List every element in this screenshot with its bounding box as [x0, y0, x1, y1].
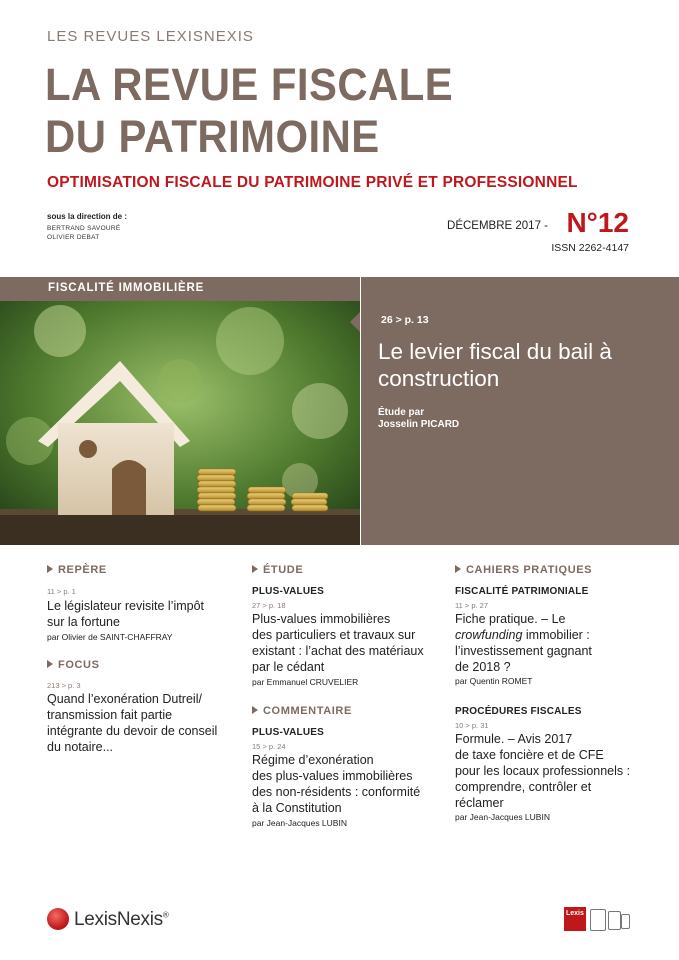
article-headline[interactable]: de taxe foncière et de CFE — [455, 748, 604, 762]
article-headline[interactable]: à la Constitution — [252, 801, 342, 815]
article-author: par Jean-Jacques LUBIN — [455, 812, 550, 822]
article-ref: 27 > p. 18 — [252, 601, 286, 610]
feature-rubric — [0, 277, 360, 301]
article-ref: 11 > p. 27 — [455, 601, 489, 610]
journal-subtitle: OPTIMISATION FISCALE DU PATRIMOINE PRIVÉ ET PROFESSIONNEL — [47, 174, 578, 191]
article-author: par Quentin ROMET — [455, 676, 533, 686]
triangle-icon — [252, 565, 258, 573]
article-headline[interactable]: l’investissement gagnant — [455, 644, 592, 658]
triangle-icon — [47, 565, 53, 573]
article-headline[interactable] — [455, 627, 590, 643]
section-repere — [47, 564, 107, 576]
article-ref: 15 > p. 24 — [252, 742, 286, 751]
tablet-icon — [590, 909, 606, 931]
brand-label: LexisNexis — [74, 909, 163, 930]
article-author: par Emmanuel CRUVELIER — [252, 677, 359, 687]
article-ref: 213 > p. 3 — [47, 681, 81, 690]
triangle-icon — [455, 565, 461, 573]
article-headline[interactable]: Formule. – Avis 2017 — [455, 732, 573, 746]
article-headline[interactable]: pour les locaux professionnels : — [455, 764, 631, 778]
article-ref: 10 > p. 31 — [455, 721, 489, 730]
article-author: par Olivier de SAINT-CHAFFRAY — [47, 632, 173, 642]
journal-title-line1: LA REVUE FISCALE — [45, 59, 454, 110]
lexis-badge — [564, 907, 586, 931]
issn: ISSN 2262-4147 — [551, 242, 629, 254]
feature-panel — [361, 277, 679, 545]
article-headline[interactable]: Le législateur revisite l’impôt — [47, 599, 205, 613]
issue-date: DÉCEMBRE 2017 - — [447, 220, 548, 232]
article-headline[interactable]: Plus-values immobilières — [252, 612, 391, 626]
issue-number: N°12 — [566, 207, 629, 238]
headline-rest: immobilier : — [522, 628, 590, 642]
director-name: OLIVIER DEBAT — [47, 234, 100, 241]
section-label: REPÈRE — [58, 564, 107, 576]
tablet-small-icon — [608, 911, 621, 930]
article-headline[interactable]: comprendre, contrôler et — [455, 780, 592, 794]
article-headline[interactable]: par le cédant — [252, 660, 325, 674]
house-coins-photo — [0, 301, 360, 545]
section-cahiers-pratiques — [455, 564, 592, 576]
phone-icon — [621, 914, 630, 929]
triangle-icon — [47, 660, 53, 668]
article-headline[interactable]: transmission fait partie — [47, 708, 173, 722]
feature-reference: 26 > p. 13 — [381, 314, 429, 326]
section-label: COMMENTAIRE — [263, 705, 352, 717]
article-ref: 11 > p. 1 — [47, 587, 76, 596]
section-label: CAHIERS PRATIQUES — [466, 564, 593, 576]
article-author: par Jean-Jacques LUBIN — [252, 818, 347, 828]
series-name: LES REVUES LEXISNEXIS — [47, 28, 254, 45]
article-category: PLUS-VALUES — [252, 586, 325, 597]
brand-name — [74, 909, 168, 931]
section-commentaire — [252, 705, 352, 717]
article-headline[interactable]: réclamer — [455, 796, 504, 810]
article-headline[interactable]: sur la fortune — [47, 615, 120, 629]
director-name: BERTRAND SAVOURÉ — [47, 225, 121, 232]
article-headline[interactable]: Régime d’exonération — [252, 753, 374, 767]
article-headline[interactable]: intégrante du devoir de conseil — [47, 724, 218, 738]
registered-mark: ® — [162, 910, 169, 920]
feature-etude-label: Étude par — [378, 407, 425, 418]
article-headline[interactable]: de 2018 ? — [455, 660, 511, 674]
article-headline[interactable]: existant : l’achat des matériaux — [252, 644, 424, 658]
section-label: ÉTUDE — [263, 564, 304, 576]
article-category: PROCÉDURES FISCALES — [455, 706, 582, 717]
article-category: PLUS-VALUES — [252, 727, 325, 738]
section-label: FOCUS — [58, 659, 100, 671]
article-headline[interactable]: des particuliers et travaux sur — [252, 628, 416, 642]
feature-author: Josselin PICARD — [378, 419, 460, 430]
journal-title-line2: DU PATRIMOINE — [45, 111, 380, 162]
feature-rubric-label: FISCALITÉ IMMOBILIÈRE — [48, 282, 205, 294]
triangle-icon — [252, 706, 258, 714]
direction-label: sous la direction de : — [47, 212, 128, 221]
article-headline[interactable]: des plus-values immobilières — [252, 769, 413, 783]
article-headline[interactable]: Quand l’exonération Dutreil/ — [47, 692, 202, 706]
lexisnexis-logo-icon — [47, 908, 69, 930]
badge-label: Lexis — [566, 910, 584, 917]
section-etude — [252, 564, 303, 576]
feature-title[interactable]: Le levier fiscal du bail à construction — [378, 339, 612, 391]
article-headline[interactable]: des non-résidents : conformité — [252, 785, 421, 799]
article-category: FISCALITÉ PATRIMONIALE — [455, 586, 589, 597]
article-headline[interactable]: du notaire... — [47, 740, 114, 754]
rubric-notch — [350, 312, 360, 332]
article-headline[interactable]: Fiche pratique. – Le — [455, 612, 566, 626]
feature-image-panel — [0, 277, 360, 545]
crowfunding-term: crowfunding — [455, 628, 523, 642]
section-focus — [47, 659, 100, 671]
